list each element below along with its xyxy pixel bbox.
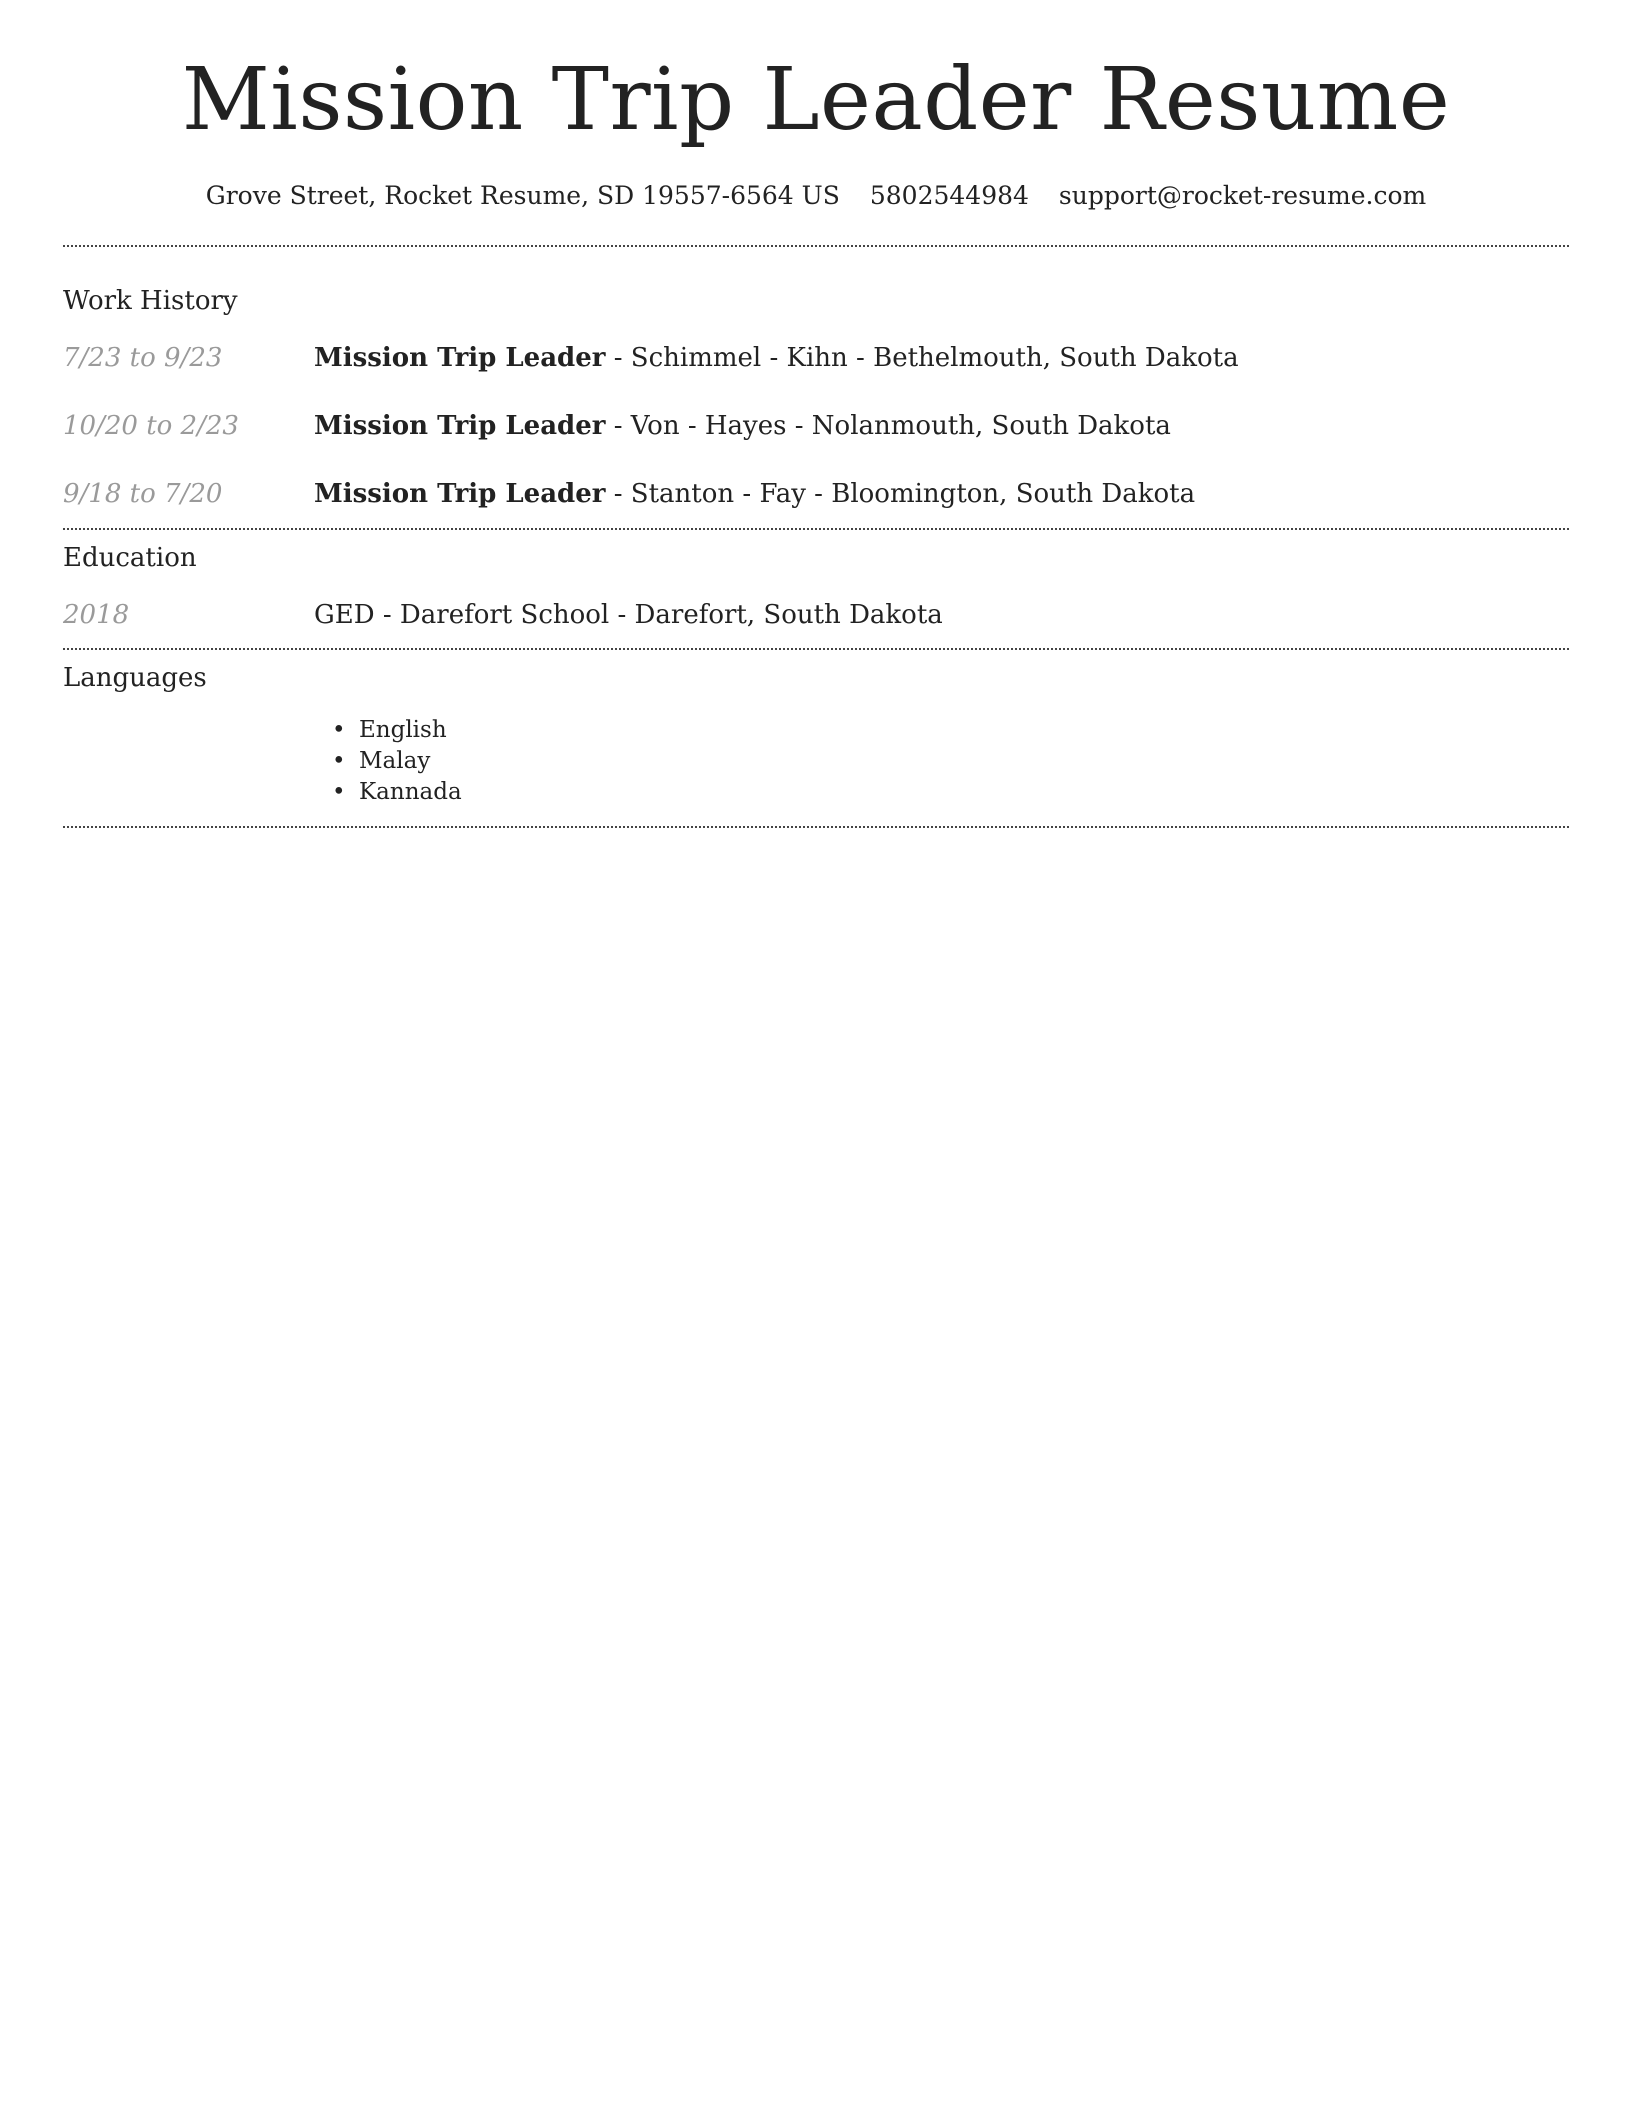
list-item xyxy=(332,715,1569,746)
job-role: Mission Trip Leader xyxy=(314,343,606,373)
job-entry xyxy=(314,477,1195,511)
list-item xyxy=(332,746,1569,777)
job-dates: 10/20 to 2/23 xyxy=(63,411,239,441)
list-item xyxy=(332,777,1569,808)
language-name: Malay xyxy=(359,748,431,774)
education-section xyxy=(63,541,1569,632)
languages-list xyxy=(63,715,1569,808)
job-role: Mission Trip Leader xyxy=(314,479,606,509)
section-divider xyxy=(63,648,1569,650)
contact-email[interactable]: support@rocket-resume.com xyxy=(1058,181,1427,210)
section-divider xyxy=(63,528,1569,530)
contact-line xyxy=(63,180,1569,212)
section-heading-languages: Languages xyxy=(63,663,207,693)
section-heading-work-history: Work History xyxy=(63,286,238,316)
language-name: English xyxy=(359,717,447,743)
job-details: - Stanton - Fay - Bloomington, South Dakota xyxy=(605,479,1196,509)
job-row xyxy=(63,341,1569,375)
resume-title: Mission Trip Leader Resume xyxy=(181,50,1451,150)
languages-section xyxy=(63,661,1569,808)
job-details: - Schimmel - Kihn - Bethelmouth, South Dakota xyxy=(605,343,1239,373)
bullet-icon: • xyxy=(332,717,346,743)
job-details: - Von - Hayes - Nolanmouth, South Dakota xyxy=(605,411,1171,441)
job-dates: 9/18 to 7/20 xyxy=(63,479,223,509)
contact-phone: 5802544984 xyxy=(869,181,1029,210)
work-history-section xyxy=(63,284,1569,511)
job-dates: 7/23 to 9/23 xyxy=(63,343,223,373)
job-role: Mission Trip Leader xyxy=(314,411,606,441)
education-details: - Darefort School - Darefort, South Dakota xyxy=(374,600,943,630)
job-entry xyxy=(314,409,1171,443)
section-heading-education: Education xyxy=(63,543,197,573)
contact-address: Grove Street, Rocket Resume, SD 19557-6564 US xyxy=(205,181,840,210)
bullet-icon: • xyxy=(332,779,346,805)
job-row xyxy=(63,477,1569,511)
header-divider xyxy=(63,245,1569,247)
education-entry xyxy=(314,598,943,632)
job-entry xyxy=(314,341,1239,375)
section-divider xyxy=(63,826,1569,828)
language-name: Kannada xyxy=(359,779,462,805)
education-year: 2018 xyxy=(63,600,130,630)
bullet-icon: • xyxy=(332,748,346,774)
education-row xyxy=(63,598,1569,632)
education-degree: GED xyxy=(314,600,375,630)
job-row xyxy=(63,409,1569,443)
